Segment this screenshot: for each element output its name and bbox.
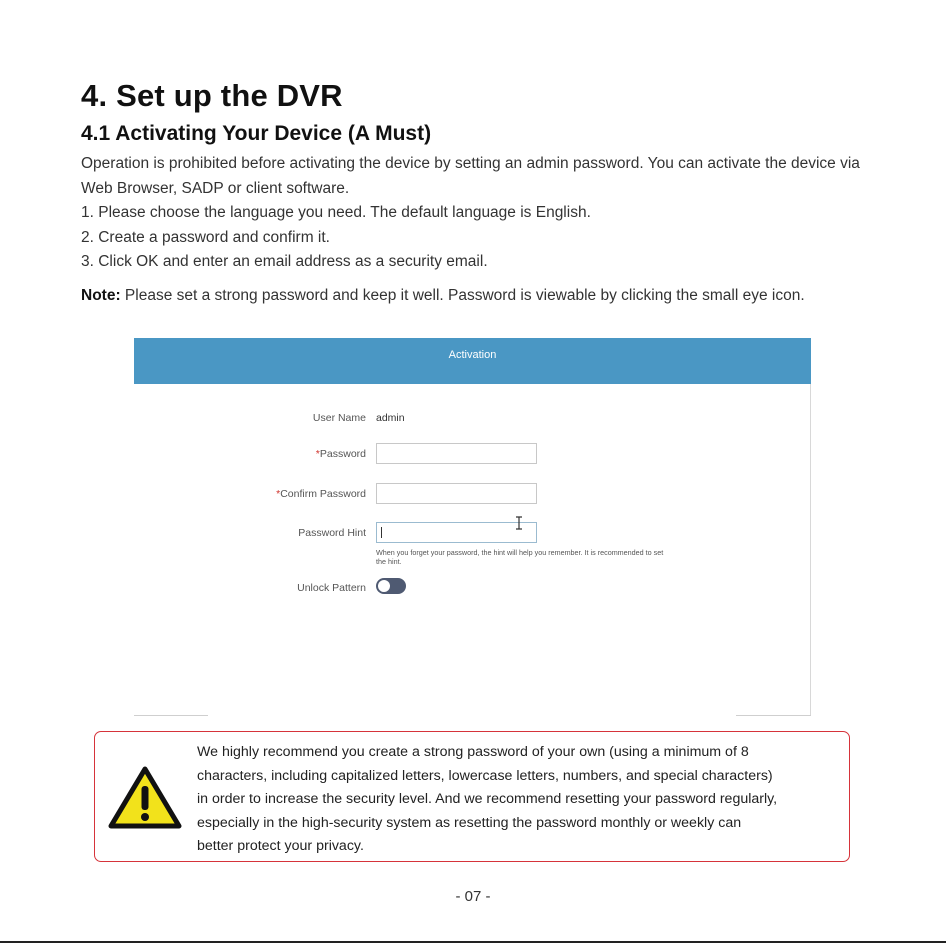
step-item: 3. Click OK and enter an email address as a security email. bbox=[81, 253, 488, 270]
confirm-password-input[interactable] bbox=[376, 483, 537, 504]
warning-text bbox=[197, 741, 847, 859]
warning-line: in order to increase the security level. And we recommend resetting your password regularly, bbox=[197, 791, 778, 807]
i-beam-cursor-icon bbox=[514, 516, 524, 530]
text-caret bbox=[381, 527, 382, 538]
dialog-border bbox=[736, 715, 811, 716]
password-hint-help: When you forget your password, the hint will help you remember. It is recommended to set the hint. bbox=[376, 548, 664, 566]
password-hint-input[interactable] bbox=[376, 522, 537, 543]
note-paragraph bbox=[81, 285, 871, 307]
unlock-pattern-toggle[interactable] bbox=[376, 578, 406, 594]
warning-triangle-icon bbox=[108, 766, 182, 830]
note-label: Note: bbox=[81, 287, 121, 304]
password-hint-label: Password Hint bbox=[298, 527, 366, 539]
page-number: - 07 - bbox=[455, 888, 491, 905]
unlock-pattern-label: Unlock Pattern bbox=[297, 582, 366, 594]
security-warning-box bbox=[94, 731, 850, 862]
section-title: 4.1 Activating Your Device (A Must) bbox=[81, 122, 432, 145]
password-label bbox=[316, 448, 366, 460]
steps-list bbox=[81, 201, 871, 275]
activation-dialog-screenshot bbox=[134, 338, 811, 716]
dialog-border bbox=[810, 384, 811, 716]
user-name-label: User Name bbox=[312, 412, 366, 424]
note-text: Please set a strong password and keep it well. Password is viewable by clicking the small eye icon. bbox=[120, 287, 805, 304]
confirm-password-label bbox=[276, 488, 366, 500]
required-mark: * bbox=[276, 488, 281, 500]
toggle-knob bbox=[378, 580, 390, 592]
password-label-text: Password bbox=[319, 448, 366, 460]
step-item: 1. Please choose the language you need. The default language is English. bbox=[81, 204, 591, 221]
required-mark: * bbox=[315, 448, 320, 460]
warning-line: better protect your privacy. bbox=[197, 838, 364, 854]
user-name-value: admin bbox=[376, 412, 405, 424]
confirm-password-label-text: Confirm Password bbox=[280, 488, 366, 500]
footer-rule bbox=[0, 941, 946, 943]
intro-paragraph: Operation is prohibited before activating the device by setting an admin password. You can activate the device via Web Browser, SADP or client software. bbox=[81, 155, 860, 197]
dialog-title-bar bbox=[134, 338, 811, 384]
page-title: 4. Set up the DVR bbox=[81, 78, 343, 113]
password-input[interactable] bbox=[376, 443, 537, 464]
warning-line: We highly recommend you create a strong password of your own (using a minimum of 8 bbox=[197, 744, 749, 760]
dialog-border bbox=[134, 715, 208, 716]
warning-line: especially in the high-security system as resetting the password monthly or weekly can bbox=[197, 814, 742, 831]
dialog-title: Activation bbox=[448, 349, 497, 361]
warning-line: characters, including capitalized letters, lowercase letters, numbers, and special characters) bbox=[197, 767, 773, 784]
step-item: 2. Create a password and confirm it. bbox=[81, 228, 330, 246]
